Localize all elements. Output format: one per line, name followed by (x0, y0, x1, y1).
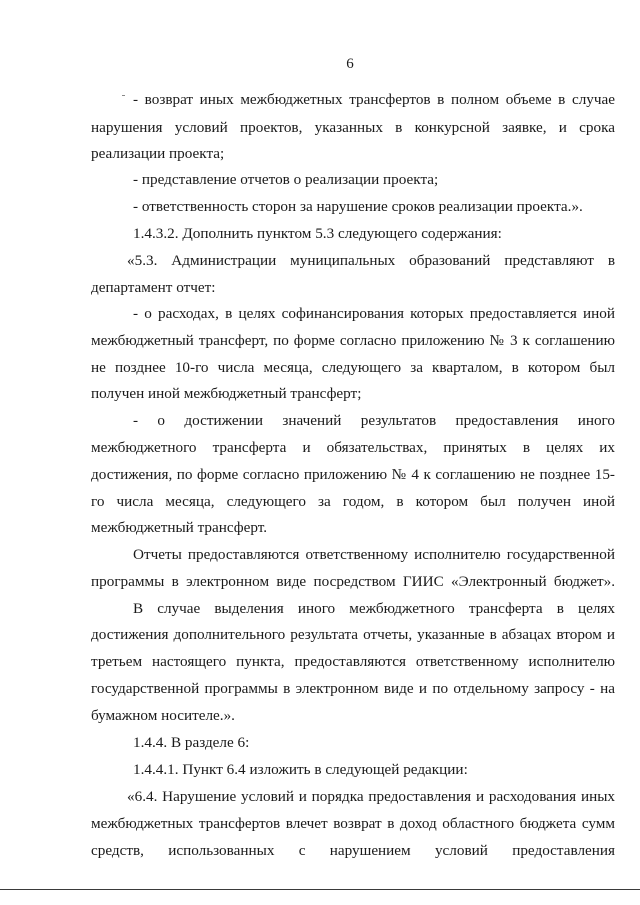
text-line: Отчеты предоставляются ответственному исполнителю государственной (133, 546, 615, 563)
text-line: третьем настоящего пункта, предоставляются ответственному исполнителю (91, 653, 615, 670)
text-line: «6.4. Нарушение условий и порядка предоставления и расходования иных (127, 788, 615, 805)
text-line: 1.4.3.2. Дополнить пунктом 5.3 следующего содержания: (133, 225, 502, 242)
text-line: В случае выделения иного межбюджетного трансферта в целях (133, 600, 615, 617)
text-line: средств, использованных с нарушением условий предоставления (91, 842, 615, 859)
text-line: достижения, по форме согласно приложению № 4 к соглашению не позднее 15- (91, 466, 615, 483)
text-line: межбюджетный трансферт, по форме согласно приложению № 3 к соглашению (91, 332, 615, 349)
text-line: - возврат иных межбюджетных трансфертов в полном объеме в случае (133, 91, 615, 108)
text-line: межбюджетных трансфертов влечет возврат в доход областного бюджета сумм (91, 815, 615, 832)
text-line: межбюджетного трансферта и обязательствах, принятых в целях их (91, 439, 615, 456)
text-line: нарушения условий проектов, указанных в конкурсной заявке, и срока (91, 119, 615, 136)
text-line: реализации проекта; (91, 145, 225, 162)
text-line: - ответственность сторон за нарушение сроков реализации проекта.». (133, 198, 583, 215)
text-line: - представление отчетов о реализации проекта; (133, 171, 439, 188)
text-line: получен иной межбюджетный трансферт; (91, 385, 362, 402)
text-line: го числа месяца, следующего за годом, в котором был получен иной (91, 493, 615, 510)
scan-mark (122, 95, 125, 96)
page-bottom-rule (0, 889, 640, 890)
text-line: - о расходах, в целях софинансирования которых предоставляется иной (133, 305, 615, 322)
text-line: - о достижении значений результатов предоставления иного (133, 412, 615, 429)
text-line: межбюджетный трансферт. (91, 519, 268, 536)
text-line: «5.3. Администрации муниципальных образований представляют в (127, 252, 615, 269)
text-line: достижения дополнительного результата отчеты, указанные в абзацах втором и (91, 626, 615, 643)
text-line: бумажном носителе.». (91, 707, 235, 724)
text-line: 1.4.4.1. Пункт 6.4 изложить в следующей редакции: (133, 761, 468, 778)
text-line: 1.4.4. В разделе 6: (133, 734, 250, 751)
text-line: департамент отчет: (91, 279, 216, 296)
text-line: не позднее 10-го числа месяца, следующего за кварталом, в котором был (91, 359, 615, 376)
page-number: 6 (346, 56, 354, 72)
text-line: программы в электронном виде посредством ГИИС «Электронный бюджет». (91, 573, 615, 590)
text-line: государственной программы в электронном виде и по отдельному запросу - на (91, 680, 615, 697)
